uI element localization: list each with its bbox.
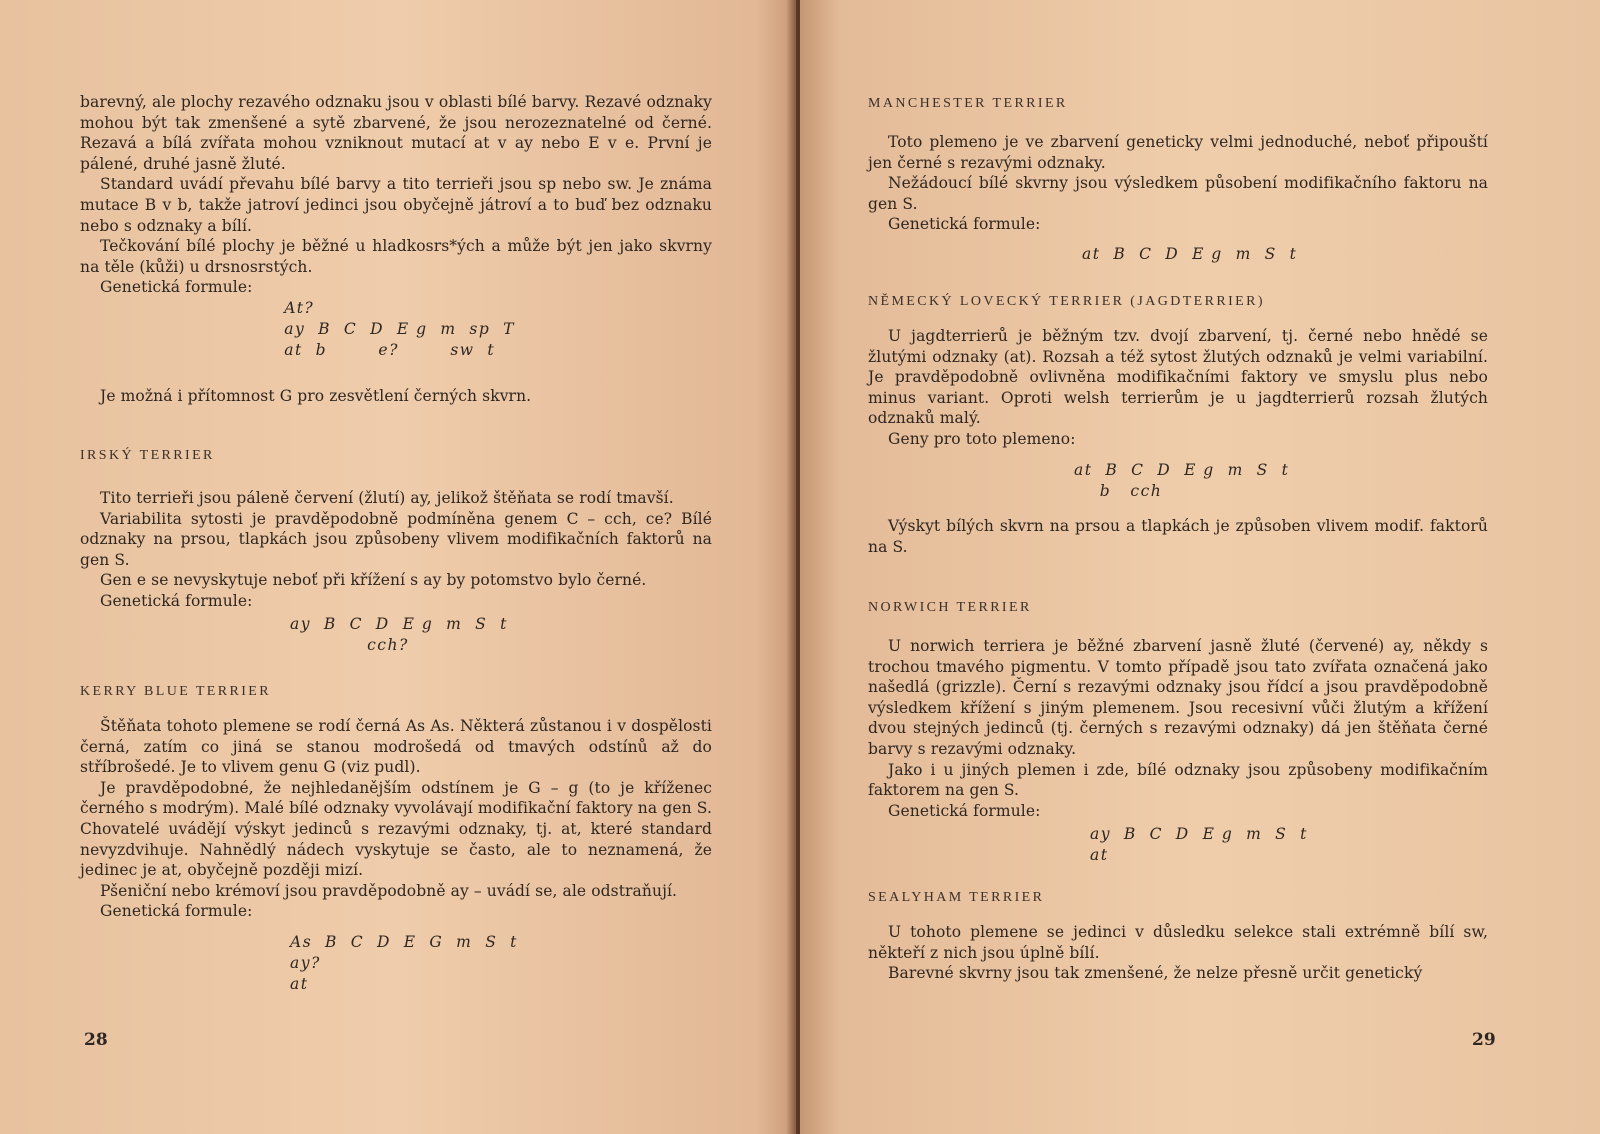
kerry-paragraph-2: Je pravděpodobné, že nejhledanějším odstínem je G – g (to je kříženec černého s modrým). Malé bílé odznaky vyvolávají modifikační faktory na gen S. Chovatelé uvádějí výskyt jedinců s rezavými odznaky, tj. at, které standard nevyzdvihuje. Nahnědlý nádech vyskytuje se často, ale to neznamená, že jedinec je at, obyčejně později mizí. bbox=[80, 778, 712, 880]
left-page bbox=[0, 0, 796, 1134]
irish-paragraph-1: Tito terrieři jsou páleně červení (žlutí) ay, jelikož štěňata se rodí tmavší. bbox=[100, 489, 674, 507]
irish-paragraph-4: Genetická formule: bbox=[100, 591, 253, 610]
manchester-section bbox=[868, 96, 1488, 112]
jagd-paragraph-1: U jagdterrierů je běžným tzv. dvojí zbarvení, tj. černé nebo hnědé se žlutými odznaky (at). Rozsah a též sytost žlutých odznaků je velmi variabilní. Je pravděpodobně ovlivněna modifikačními faktory ve smyslu plus nebo minus variant. Oproti welsh terrierům je u jagdterrierů rozsah žlutých odznaků malý. bbox=[868, 327, 1488, 428]
page-number-left: 28 bbox=[84, 1030, 108, 1050]
sealyham-paragraph-1: U tohoto plemene se jedinci v důsledku selekce stali extrémně bílí sw, někteří z nich jsou úplně bílí. bbox=[868, 923, 1488, 962]
norwich-heading: NORWICH TERRIER bbox=[868, 600, 1032, 615]
jagd-text bbox=[868, 326, 1488, 450]
irish-section bbox=[80, 448, 712, 464]
intro-genetic-formula: At? ay B C D E g m sp T at b e? sw t bbox=[284, 299, 515, 359]
intro-paragraph-3: Tečkování bílé plochy je běžné u hladkosrs*ých a může být jen jako skvrny na těle (kůži) u drsnosrstých. bbox=[80, 237, 712, 276]
kerry-paragraph-4: Genetická formule: bbox=[100, 902, 253, 921]
manchester-heading: MANCHESTER TERRIER bbox=[868, 96, 1068, 111]
jagd-paragraph-2: Geny pro toto plemeno: bbox=[888, 429, 1076, 448]
jagd-section bbox=[868, 294, 1488, 310]
sealyham-heading: SEALYHAM TERRIER bbox=[868, 890, 1045, 905]
kerry-heading: KERRY BLUE TERRIER bbox=[80, 684, 271, 699]
manchester-paragraph-3: Genetická formule: bbox=[888, 215, 1041, 234]
sealyham-text bbox=[868, 922, 1488, 984]
sealyham-section bbox=[868, 890, 1488, 906]
jagd-closing: Výskyt bílých skvrn na prsou a tlapkách je způsoben vlivem modif. faktorů na S. bbox=[868, 517, 1488, 556]
kerry-section bbox=[80, 684, 712, 700]
kerry-paragraph-1: Štěňata tohoto plemene se rodí černá As As. Některá zůstanou i v dospělosti černá, zatím co jiná se stanou modrošedá od tmavých odstínů až do stříbrošedé. Je to vlivem genu G (viz pudl). bbox=[80, 717, 712, 777]
manchester-genetic-formula: at B C D E g m S t bbox=[1082, 245, 1298, 263]
kerry-text bbox=[80, 716, 712, 922]
manchester-paragraph-1: Toto plemeno je ve zbarvení geneticky velmi jednoduché, neboť připouští jen černé s rezavými odznaky. bbox=[868, 133, 1488, 172]
jagd-genetic-formula: at B C D E g m S t b cch bbox=[1074, 461, 1290, 500]
manchester-text bbox=[868, 132, 1488, 235]
norwich-paragraph-3: Genetická formule: bbox=[888, 801, 1041, 820]
manchester-paragraph-2: Nežádoucí bílé skvrny jsou výsledkem působení modifikačního faktoru na gen S. bbox=[868, 174, 1488, 213]
norwich-section bbox=[868, 600, 1488, 616]
right-page bbox=[800, 0, 1600, 1134]
intro-paragraph-1: barevný, ale plochy rezavého odznaku jsou v oblasti bílé barvy. Rezavé odznaky mohou být tak zmenšené a sytě zbarvené, že jsou nerozeznatelné od černé. Rezavá a bílá zvířata mohou vzniknout mutací at v ay nebo E v e. První je pálené, druhé jasně žluté. bbox=[80, 93, 712, 173]
norwich-text bbox=[868, 636, 1488, 821]
norwich-paragraph-2: Jako i u jiných plemen i zde, bílé odznaky jsou způsobeny modifikačním faktorem na gen S. bbox=[868, 760, 1488, 800]
kerry-genetic-formula: As B C D E G m S t ay? at bbox=[290, 933, 518, 993]
irish-paragraph-2: Variabilita sytosti je pravděpodobně podmíněna genem C – cch, ce? Bílé odznaky na prsou, tlapkách jsou způsobeny vlivem modifikačních faktorů na gen S. bbox=[80, 509, 712, 569]
intro-paragraph-2: Standard uvádí převahu bílé barvy a tito terrieři jsou sp nebo sw. Je známa mutace B v b, takže jatroví jedinci jsou obyčejně játroví a to buď bez odznaku nebo s odznaky a bílí. bbox=[80, 175, 712, 235]
jagd-closing-block bbox=[868, 516, 1488, 557]
jagd-heading: NĚMECKÝ LOVECKÝ TERRIER (JAGDTERRIER) bbox=[868, 294, 1265, 309]
page-number-right: 29 bbox=[1472, 1030, 1496, 1050]
norwich-genetic-formula: ay B C D E g m S t at bbox=[1090, 825, 1308, 864]
intro-paragraph-4: Genetická formule: bbox=[100, 278, 253, 297]
irish-genetic-formula: ay B C D E g m S t cch? bbox=[290, 615, 508, 654]
kerry-paragraph-3: Pšeniční nebo krémoví jsou pravděpodobně ay – uvádí se, ale odstraňují. bbox=[100, 881, 678, 900]
intro-note-block bbox=[80, 386, 712, 407]
intro-text bbox=[80, 92, 712, 298]
sealyham-paragraph-2: Barevné skvrny jsou tak zmenšené, že nelze přesně určit genetický bbox=[888, 964, 1423, 983]
irish-heading: IRSKÝ TERRIER bbox=[80, 448, 215, 463]
norwich-paragraph-1: U norwich terriera je běžné zbarvení jasně žluté (červené) ay, někdy s trochou tmavého pigmentu. V tomto případě jsou tato zvířata označená jako našedlá (grizzle). Černí s rezavými odznaky jsou řídcí a jsou pravděpodobně výsledkem křížení s jiným plemenem. Jsou recesivní vůči žlutým a křížení dvou stejných jedinců (tj. černých s rezavými odznaky) dá jen štěňata černé barvy s rezavými odznaky. bbox=[868, 637, 1488, 758]
intro-note: Je možná i přítomnost G pro zesvětlení černých skvrn. bbox=[100, 387, 532, 405]
irish-paragraph-3: Gen e se nevyskytuje neboť při křížení s ay by potomstvo bylo černé. bbox=[100, 571, 647, 590]
irish-text bbox=[80, 488, 712, 612]
